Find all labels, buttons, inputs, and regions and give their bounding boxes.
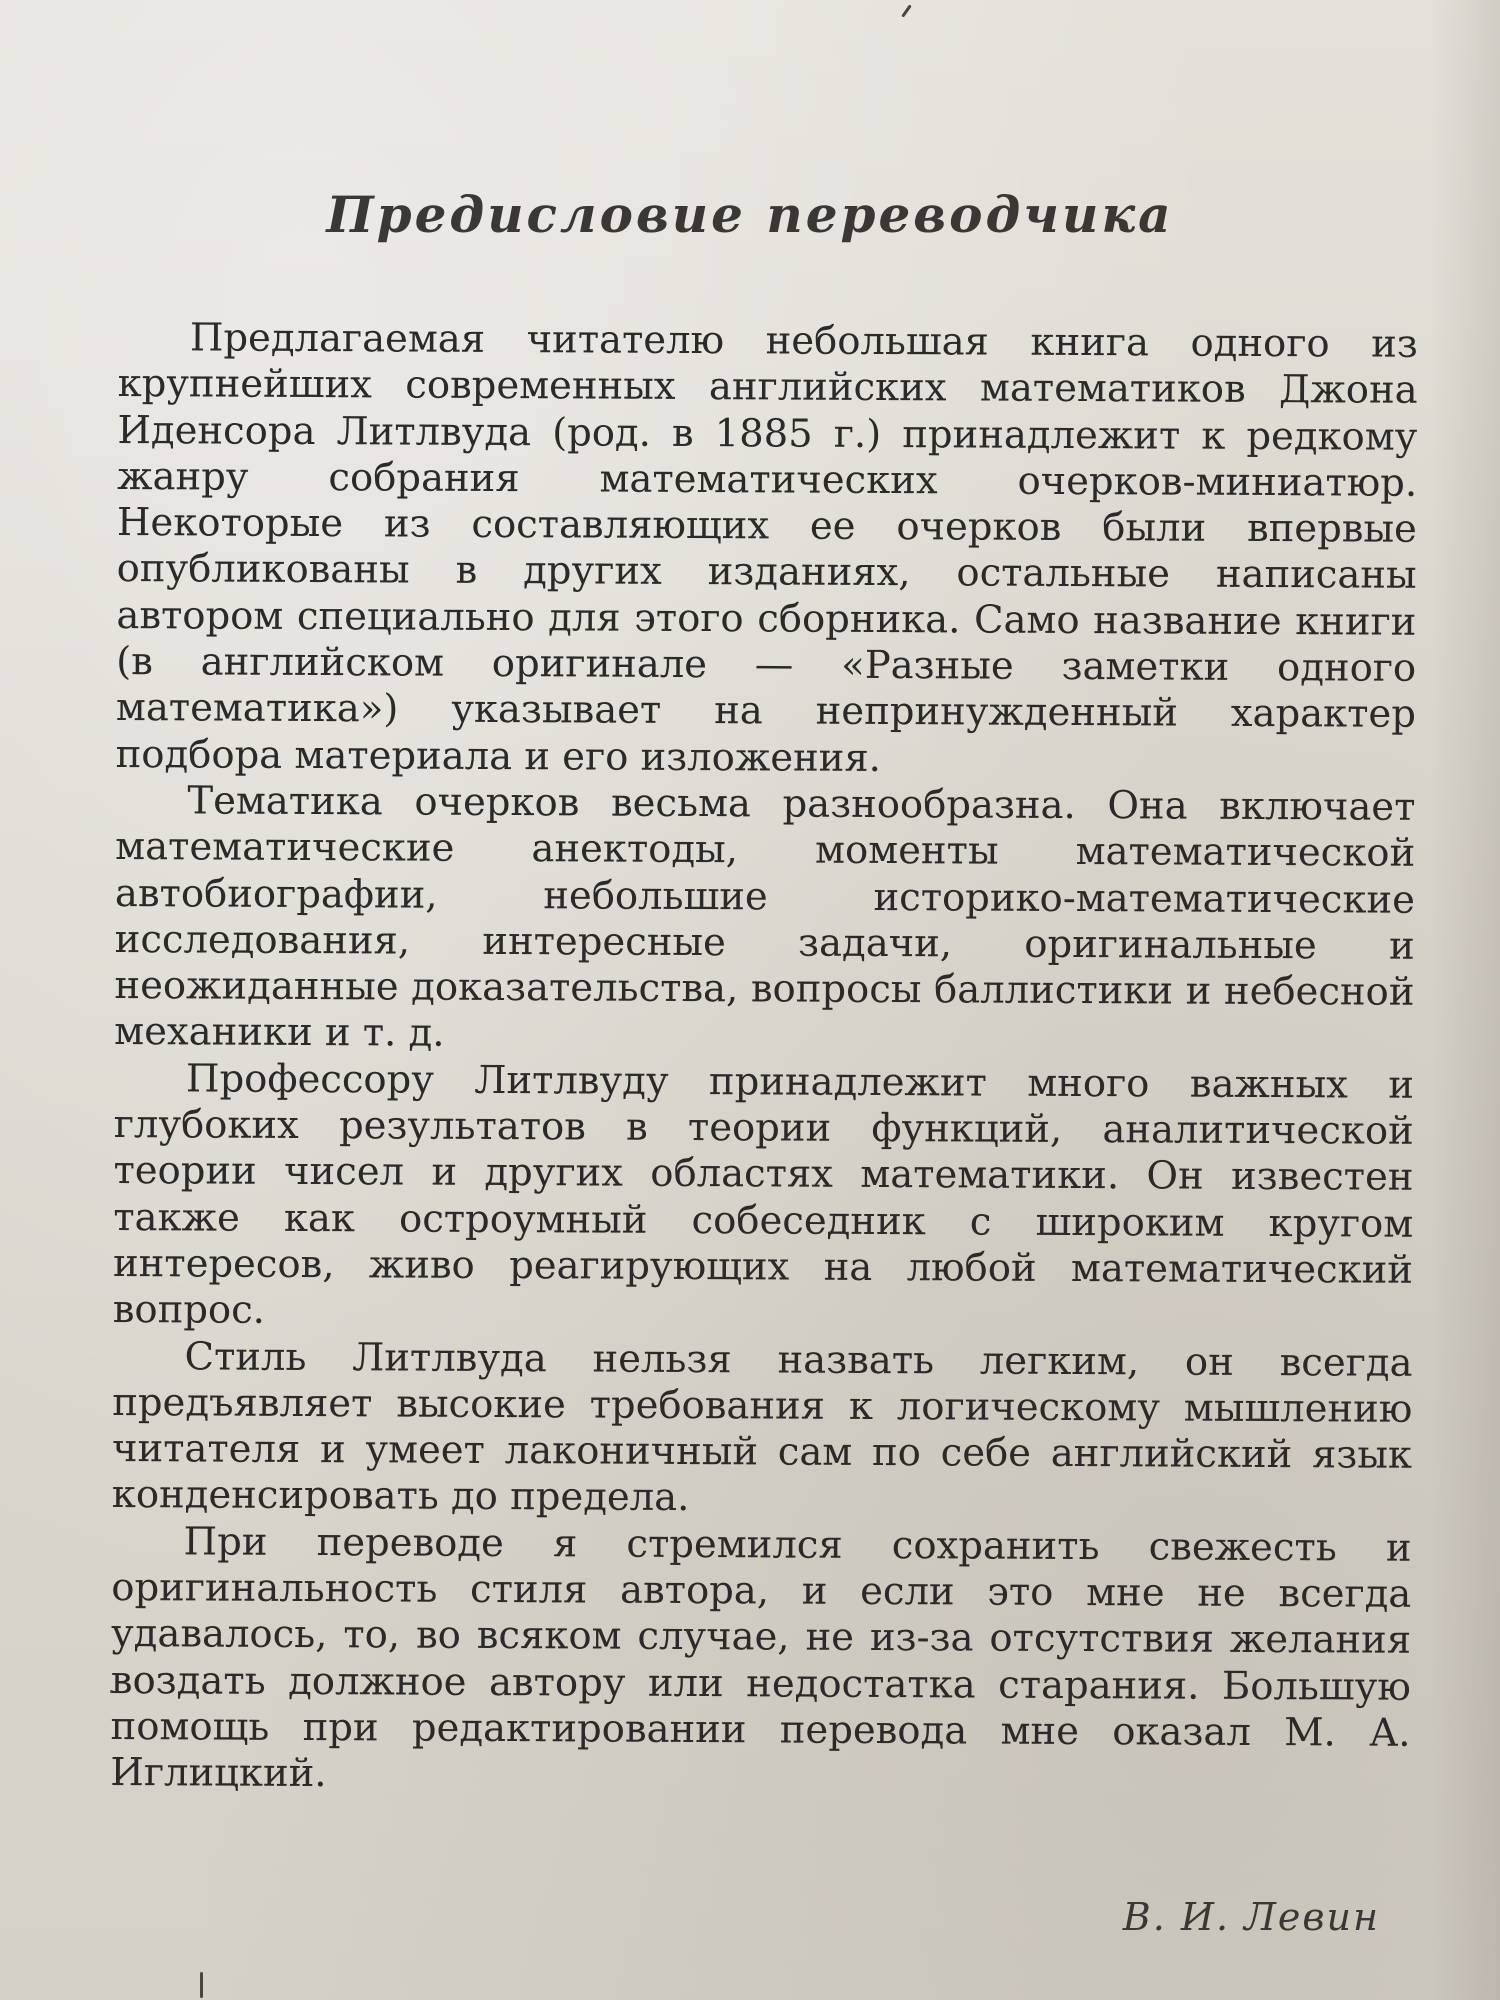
paragraph-5: При переводе я стремился сохранить свежесть и оригинальность стиля автора, и если это мне не всегда удавалось, то, во всяком случае, не из-за отсутствия желания воздать должное автору или недостатка старания. Большую помощь при редактировании перевода мне оказал М. А. Иглицкий. [110,1519,1412,1797]
paragraph-3: Профессору Литлвуду принадлежит много важных и глубоких результатов в теории функций, аналитической теории чисел и других областях математики. Он известен также как остроумный собеседник с широким кругом интересов, живо реагирующих на любой математический вопрос. [112,1056,1415,1334]
ink-mark [200,1972,203,1998]
paragraph-1: Предлагаемая читателю небольшая книга одного из крупнейших современных английских математиков Джона Иденсора Литлвуда (род. в 1885 г.) принадлежит к редкому жанру собрания математических очерков-миниатюр. Некоторые из составляющих ее очерков были впервые опубликованы в других изданиях, остальные написаны автором специально для этого сборника. Само название книги (в английском оригинале — «Разные заметки одного математика») указывает на непринужденный характер подбора материала и его изложения. [115,315,1418,781]
paragraph-4: Стиль Литлвуда нельзя назвать легким, он всегда предъявляет высокие требования к логическому мышлению читателя и умеет лаконичный сам по себе английский язык конденсировать до предела. [111,1333,1413,1521]
page-edge-shadow [1430,0,1500,2000]
page-title: Предисловие переводчика [326,185,1174,244]
paragraph-2: Тематика очерков весьма разнообразна. Она включает математические анектоды, моменты математической автобиографии, небольшие историко-математические исследования, интересные задачи, оригинальные и неожиданные доказательства, вопросы баллистики и небесной механики и т. д. [114,778,1416,1057]
translator-signature: В. И. Левин [1122,1895,1380,1939]
preface-body [110,315,1418,1803]
ink-mark [901,4,911,17]
